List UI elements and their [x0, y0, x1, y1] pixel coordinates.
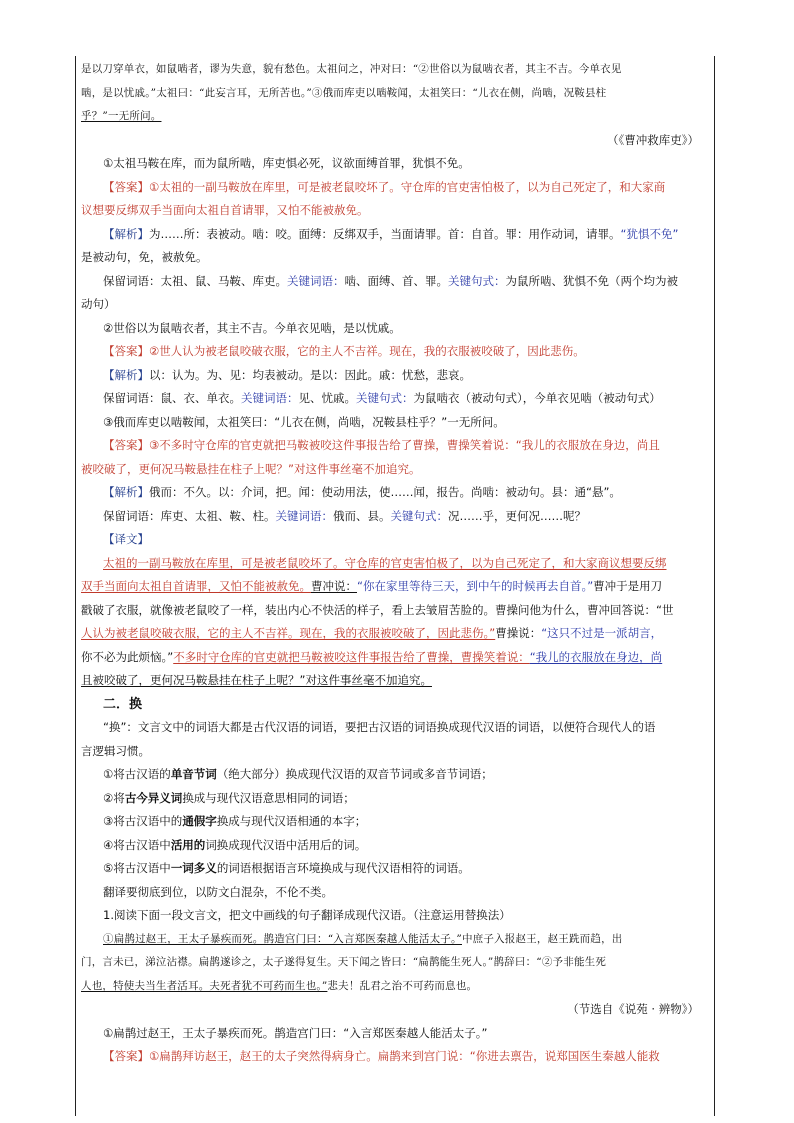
document-body	[81, 58, 709, 1069]
keywords-line: 动句）	[81, 297, 116, 311]
translation-line	[81, 552, 709, 576]
body-paragraph: 翻译要彻底到位，以防文白混杂，不伦不类。	[103, 884, 333, 899]
analysis-tag: 【解析】	[103, 226, 149, 241]
translation-text: 曹操说：	[495, 626, 542, 640]
underlined-translation: 且被咬破了，更何况马鞍悬挂在柱子上呢？”对这件事丝毫不加追究。	[81, 673, 432, 687]
translation-quote: “我儿的衣服放在身边，尚	[529, 649, 663, 664]
question-sentence: ①扁鹊过赵王，王太子暴疾而死。鹊造宫门曰：“入言郑医秦越人能活太子。”	[103, 1025, 488, 1040]
rule-text: 换成与现代汉语意思相同的词语；	[182, 790, 355, 805]
analysis-text: 俄而：不久。以：介词，把。闻：使动用法，使……闻，报告。尚啮：被动句。县：通“悬”。	[149, 485, 621, 499]
translation-heading	[81, 528, 709, 552]
source-citation: （《曹冲救库吏》）	[607, 132, 699, 147]
question-sentence: ③俄而库吏以啮鞍闻，太祖笑曰：“儿衣在侧，尚啮，况鞍县柱乎？”一无所问。	[103, 414, 505, 429]
text-line: 啮，是以忧戚。”太祖曰：“此妄言耳，无所苦也。”③俄而库吏以啮鞍闻，太祖笑曰：“儿衣在侧，尚啮，况鞍县柱	[81, 86, 607, 99]
analysis-text: 以：认为。为、见：均表被动。是以：因此。戚：忧愁，悲哀。	[149, 367, 471, 382]
key-words: 啮、面缚、首、罪。	[344, 273, 448, 288]
underlined-translation: 人认为被老鼠咬破衣服，它的主人不吉祥。现在，我的衣服被咬破了，因此悲伤。”	[81, 626, 496, 640]
translation-line	[81, 669, 709, 693]
answer-text: ①太祖的一副马鞍放在库里，可是被老鼠咬坏了。守仓库的官吏害怕极了，以为自己死定了，和大家商	[149, 179, 666, 194]
rule-text: ①将古汉语的	[103, 767, 171, 781]
question-sentence: ①太祖马鞍在库，而为鼠所啮，库吏惧必死，议欲面缚首罪，犹惧不免。	[103, 156, 470, 170]
translation-line	[81, 622, 709, 646]
underlined-translation: 双手当面向太祖自首请罪，又怕不能被赦免。	[81, 579, 311, 593]
rule-text: 换成与现代汉语相通的本字；	[216, 814, 367, 828]
translation-line	[81, 646, 709, 670]
answer-text: ①扁鹊拜访赵王，赵王的太子突然得病身亡。扁鹊来到宫门说：“你进去禀告，说郑国医生秦越人能救	[149, 1049, 660, 1063]
answer-tag: 【答案】	[103, 1049, 149, 1063]
analysis-quote: “犹惧不免”	[620, 226, 679, 241]
passage-line	[81, 928, 709, 952]
key-words-label: 关键词语：	[275, 508, 333, 523]
passage-text: 门，言未已，涕泣沾襟。扁鹊遂诊之，太子遂得复生。天下闻之皆曰：“扁鹊能生死人。”鹊辞曰：“②予非能生死	[81, 956, 607, 968]
rule-keyword: 单音节词	[170, 767, 217, 781]
analysis-line	[81, 223, 709, 247]
key-words-label: 关键词语：	[287, 273, 345, 288]
body-paragraph: “换”：文言文中的词语大都是古代汉语的词语，要把古汉语的词语换成现代汉语的词语，以便符合现代人的语	[103, 720, 656, 734]
translation-quote: “你在家里等待三天，到中午的时候再去自首。”	[357, 579, 594, 593]
translation-text: 曹冲说：	[311, 579, 357, 593]
rule-keyword: 活用的	[170, 837, 206, 852]
key-words: 见、忧戚。	[298, 391, 356, 405]
translation-text: 你不必为此烦恼。”	[81, 649, 174, 664]
analysis-line	[81, 364, 709, 388]
kept-words: 保留词语：库吏、太祖、鞍、柱。	[103, 508, 276, 523]
key-pattern: 为鼠所啮、犹惧不免（两个均为被	[505, 273, 678, 288]
answer-line	[81, 434, 709, 458]
underlined-sentence: 乎？”一无所问。	[81, 110, 162, 122]
underlined-sentence: ①扁鹊过赵王，王太子暴疾而死。鹊造宫门曰：“入言郑医秦越人能活太子。”	[103, 932, 462, 945]
key-pattern-label: 关键句式：	[356, 391, 414, 405]
keywords-line	[81, 387, 709, 411]
passage-text: 悲夫！乱君之治不可药而息也。	[327, 979, 478, 992]
rule-item	[81, 763, 709, 787]
translation-tag: 【译文】	[103, 532, 149, 546]
rule-item	[81, 810, 709, 834]
passage-text: 中庶子入报赵王，赵王跣而趋，出	[461, 932, 623, 945]
exercise-prompt: 1.阅读下面一段文言文，把文中画线的句子翻译成现代汉语。（注意运用替换法）	[103, 908, 511, 922]
underlined-translation: 不多时守仓库的官吏就把马鞍被咬这件事报告给了曹操，曹操笑着说：	[173, 649, 530, 664]
key-words-label: 关键词语：	[241, 391, 299, 405]
answer-text: ②世人认为被老鼠咬破衣服，它的主人不吉祥。现在，我的衣服被咬破了，因此悲伤。	[149, 344, 585, 358]
underlined-sentence: 人也，特使夫当生者活耳。夫死者犹不可药而生也。”	[81, 979, 328, 992]
rule-item	[81, 787, 709, 811]
analysis-line: 是被动句，免，被赦免。	[81, 250, 208, 264]
body-paragraph: 言逻辑习惯。	[81, 743, 150, 758]
answer-line	[81, 340, 709, 364]
keywords-line	[81, 505, 709, 529]
answer-line	[81, 1045, 709, 1069]
key-pattern-label: 关键句式：	[448, 273, 506, 288]
answer-line: 被咬破了，更何况马鞍悬挂在柱子上呢？”对这件事丝毫不加追究。	[81, 461, 421, 476]
rule-text: （绝大部分）换成现代汉语的双音节词或多音节词语；	[216, 767, 493, 781]
translation-text: 曹冲于是用刀	[593, 579, 663, 593]
passage-line	[81, 975, 709, 999]
translation-quote: “这只不过是一派胡言，	[541, 626, 663, 640]
answer-text: ③不多时守仓库的官吏就把马鞍被咬这件事报告给了曹操，曹操笑着说：“我儿的衣服放在身边，尚且	[149, 438, 660, 452]
rule-item	[81, 834, 709, 858]
answer-line	[81, 176, 709, 200]
rule-keyword: 通假字	[182, 814, 217, 828]
kept-words: 保留词语：太祖、鼠、马鞍、库吏。	[103, 273, 287, 288]
passage-line	[81, 951, 709, 975]
rule-text: ④将古汉语中	[103, 837, 171, 852]
kept-words: 保留词语：鼠、衣、单衣。	[103, 391, 241, 405]
rule-keyword: 一词多义	[170, 861, 217, 875]
analysis-tag: 【解析】	[103, 367, 149, 382]
answer-line: 议想要反绑双手当面向太祖自首请罪，又怕不能被赦免。	[81, 203, 369, 217]
key-pattern: 为鼠啮衣（被动句式），今单衣见啮（被动句式）	[413, 391, 661, 405]
rule-text: ③将古汉语中的	[103, 814, 183, 828]
source-citation: （节选自《说苑 · 辨物》）	[567, 1002, 699, 1016]
question-sentence: ②世俗以为鼠啮衣者，其主不吉。今单衣见啮，是以忧戚。	[103, 320, 401, 335]
keywords-line	[81, 270, 709, 294]
key-pattern: 况……乎，更何况……呢？	[448, 508, 586, 523]
underlined-translation: 太祖的一副马鞍放在库里，可是被老鼠咬坏了。守仓库的官吏害怕极了，以为自己死定了，和大家商议想要反绑	[103, 555, 667, 570]
key-words: 俄而、县。	[333, 508, 391, 523]
answer-tag: 【答案】	[103, 438, 149, 452]
translation-line	[81, 575, 709, 599]
analysis-text: 为……所：表被动。啮：咬。面缚：反绑双手，当面请罪。首：自首。罪：用作动词，请罪。	[149, 226, 621, 241]
key-pattern-label: 关键句式：	[390, 508, 448, 523]
analysis-tag: 【解析】	[103, 485, 149, 499]
answer-tag: 【答案】	[103, 344, 149, 358]
analysis-line	[81, 481, 709, 505]
rule-item	[81, 857, 709, 881]
translation-line: 戳破了衣服，就像被老鼠咬了一样，装出内心不快活的样子，看上去皱眉苦脸的。曹操问他为什么，曹冲回答说：“世	[81, 602, 674, 617]
rule-keyword: 古今异义词	[124, 790, 183, 805]
rule-text: 词换成现代汉语中活用后的词。	[205, 837, 367, 852]
rule-text: ②将	[103, 790, 125, 805]
text-line	[81, 105, 709, 129]
rule-text: 的词语根据语言环境换成与现代汉语相符的词语。	[216, 861, 470, 875]
rule-text: ⑤将古汉语中	[103, 861, 171, 875]
answer-tag: 【答案】	[103, 179, 149, 194]
section-heading: 二．换	[103, 696, 143, 712]
text-line: 是以刀穿单衣，如鼠啮者，谬为失意，貌有愁色。太祖问之，冲对曰：“②世俗以为鼠啮衣者，其主不吉。今单衣见	[81, 63, 622, 75]
